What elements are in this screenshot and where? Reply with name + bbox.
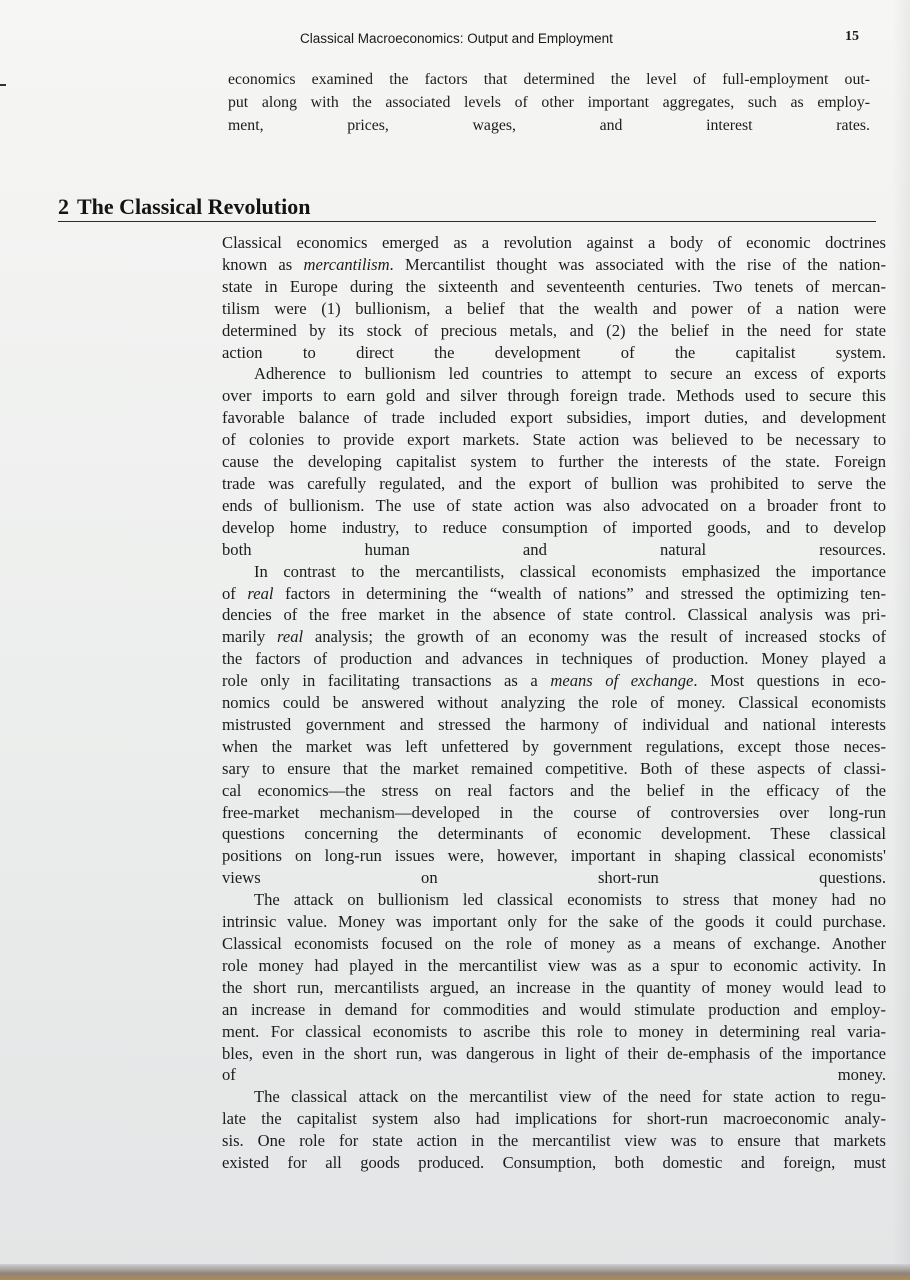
italic-term: means of exchange: [550, 671, 694, 691]
margin-mark: [0, 84, 6, 86]
paragraph-5: [222, 1086, 886, 1174]
text-line: ends of bullionism. The use of state action was also advocated on a broader front to: [222, 495, 886, 515]
page-number: 15: [845, 29, 859, 44]
text-line: free-market mechanism—developed in the course of controversies over long-run: [222, 802, 886, 822]
text-line: sis. One role for state action in the mercantilist view was to ensure that markets: [222, 1131, 886, 1151]
text-line: action to direct the development of the capitalist system.: [222, 342, 886, 362]
text-line: Classical economists focused on the role of money as a means of exchange. Another: [222, 934, 886, 953]
text-line: cause the developing capitalist system to further the interests of the state. Foreign: [222, 452, 886, 472]
text-line: sary to ensure that the market remained competitive. Both of these aspects of classi-: [222, 758, 886, 778]
section-heading: [58, 194, 876, 222]
text-line: positions on long-run issues were, however, important in shaping classical economists': [222, 846, 886, 866]
text-run: factors in determining the “wealth of nations” and stressed the optimizing ten-: [273, 583, 886, 603]
text-line: economics examined the factors that determined the level of full-employment out-: [228, 71, 870, 88]
section-body: [222, 232, 886, 1174]
page-bottom-edge: [0, 1264, 910, 1280]
text-line: ment. For classical economists to ascribe this role to money in determining real varia-: [222, 1021, 886, 1041]
italic-term: real: [277, 627, 304, 647]
text-line: when the market was left unfettered by government regulations, except those neces-: [222, 736, 886, 756]
text-run: . Most questions in eco-: [693, 671, 886, 691]
text-line: tilism were (1) bullionism, a belief that the wealth and power of a nation were: [222, 298, 886, 318]
text-line: nomics could be answered without analyzing the role of money. Classical economists: [222, 693, 886, 713]
italic-term: real: [247, 583, 274, 603]
text-run: analysis; the growth of an economy was the result of increased stocks of: [303, 627, 886, 647]
section-number: 2: [58, 194, 69, 219]
text-line: mistrusted government and stressed the harmony of individual and national interests: [222, 714, 886, 734]
text-line: existed for all goods produced. Consumption, both domestic and foreign, must: [222, 1153, 886, 1173]
text-line: cal economics—the stress on real factors and the belief in the efficacy of the: [222, 780, 886, 800]
text-line: Adherence to bullionism led countries to attempt to secure an excess of exports: [254, 364, 886, 384]
section-title: The Classical Revolution: [77, 194, 311, 219]
text-line: [222, 583, 886, 605]
page-shadow: [892, 0, 910, 1280]
text-line: the short run, mercantilists argued, an increase in the quantity of money would lead to: [222, 977, 886, 997]
italic-term: mercantilism: [303, 254, 390, 274]
paragraph-2: [222, 363, 886, 560]
text-line: of money.: [222, 1065, 886, 1085]
text-line: favorable balance of trade included export subsidies, import duties, and development: [222, 408, 886, 428]
text-line: of colonies to provide export markets. State action was believed to be necessary to: [222, 430, 886, 450]
text-line: views on short-run questions.: [222, 868, 886, 888]
text-line: over imports to earn gold and silver through foreign trade. Methods used to secure this: [222, 386, 886, 406]
intro-paragraph: [228, 68, 870, 137]
text-line: The classical attack on the mercantilist view of the need for state action to regu-: [254, 1087, 886, 1107]
paragraph-3: [222, 561, 886, 890]
text-line: trade was carefully regulated, and the export of bullion was prohibited to serve the: [222, 473, 886, 493]
text-line: [222, 254, 886, 276]
text-line: late the capitalist system also had implications for short-run macroeconomic analy-: [222, 1109, 886, 1129]
text-line: ment, prices, wages, and interest rates.: [228, 117, 870, 134]
text-run: of: [222, 583, 248, 603]
text-run: . Mercantilist thought was associated with the rise of the nation-: [389, 254, 886, 274]
text-line: In contrast to the mercantilists, classical economists emphasized the importance: [254, 561, 886, 581]
text-line: role money had played in the mercantilist view was as a spur to economic activity. In: [222, 955, 886, 975]
text-line: determined by its stock of precious metals, and (2) the belief in the need for state: [222, 320, 886, 340]
text-line: The attack on bullionism led classical economists to stress that money had no: [254, 890, 886, 910]
running-head: Classical Macroeconomics: Output and Employment: [300, 31, 613, 46]
text-run: known as: [222, 254, 304, 274]
text-run: role only in facilitating transactions as a: [222, 671, 551, 691]
text-line: questions concerning the determinants of economic development. These classical: [222, 824, 886, 844]
text-line: dencies of the free market in the absence of state control. Classical analysis was pri-: [222, 605, 886, 625]
text-line: intrinsic value. Money was important only for the sake of the goods it could purchase.: [222, 912, 886, 932]
text-line: [222, 626, 886, 648]
text-line: bles, even in the short run, was dangerous in light of their de-emphasis of the importance: [222, 1043, 886, 1063]
text-line: [222, 670, 886, 692]
text-line: state in Europe during the sixteenth and seventeenth centuries. Two tenets of mercan-: [222, 276, 886, 296]
text-line: Classical economics emerged as a revolution against a body of economic doctrines: [222, 233, 886, 252]
text-line: develop home industry, to reduce consumption of imported goods, and to develop: [222, 517, 886, 537]
paragraph-4: [222, 889, 886, 1086]
text-line: the factors of production and advances in techniques of production. Money played a: [222, 649, 886, 669]
paragraph-1: [222, 232, 886, 363]
text-line: both human and natural resources.: [222, 539, 886, 559]
text-line: put along with the associated levels of other important aggregates, such as employ-: [228, 94, 870, 111]
text-run: marily: [222, 627, 278, 647]
text-line: an increase in demand for commodities and would stimulate production and employ-: [222, 999, 886, 1019]
